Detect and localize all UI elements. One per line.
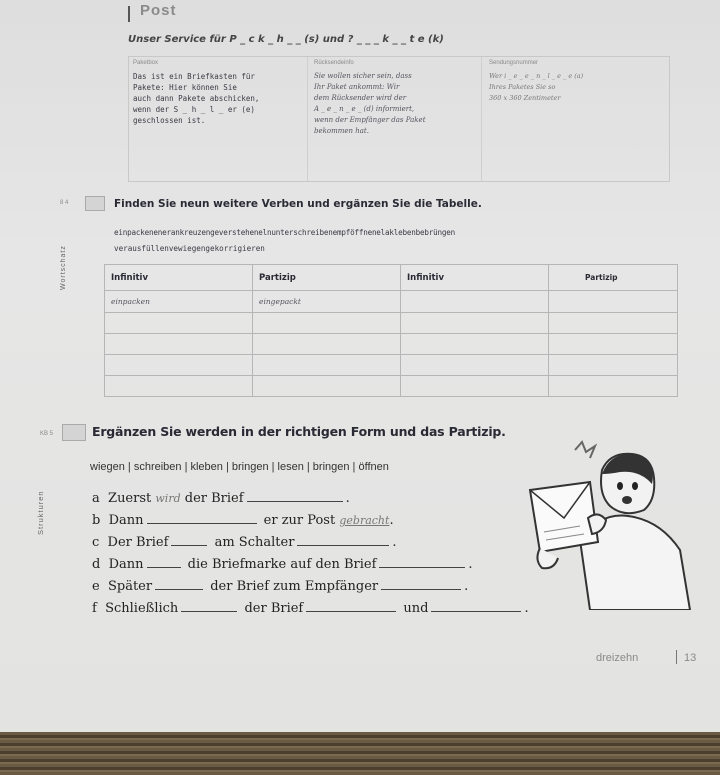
table-cell[interactable] <box>549 313 678 334</box>
table-cell[interactable] <box>549 355 678 376</box>
sentence-c: c Der Brief am Schalter . <box>92 535 397 550</box>
ex5-wordbox: wiegen | schreiben | kleben | bringen | lesen | bringen | öffnen <box>90 461 389 473</box>
sentence-f: f Schließlich der Brief und . <box>92 601 529 616</box>
table-cell[interactable] <box>401 334 549 355</box>
person-reading-letter-illustration <box>520 440 710 610</box>
col2-text: Sie wollen sicher sein, dass Ihr Paket ankommt: Wir dem Rücksender wird der A _ e _ n _ e _ (d) informiert, wenn der Empfänger das Paket bekommen hat. <box>314 72 426 135</box>
ex5-checkbox <box>62 424 86 441</box>
answer-blank[interactable] <box>297 544 389 546</box>
answer-blank[interactable] <box>147 566 181 568</box>
table-row <box>105 334 678 355</box>
table-row <box>105 355 678 376</box>
table-cell[interactable] <box>549 376 678 397</box>
answer-blank[interactable] <box>155 588 203 590</box>
ex5-side-label: Strukturen <box>36 490 45 535</box>
col1-head: Paketbox <box>133 60 159 66</box>
table-cell[interactable]: einpacken <box>105 291 253 313</box>
col2-head: Rücksendeinfo <box>314 60 354 66</box>
page-title: Post <box>140 2 177 19</box>
ex4-table <box>104 264 678 397</box>
header-partizip-2: Partizip <box>549 265 678 291</box>
ex5-number: KB 5 <box>40 431 54 437</box>
table-cell[interactable] <box>401 355 549 376</box>
header-infinitiv-1: Infinitiv <box>105 265 253 291</box>
ex4-number: 8 4 <box>60 200 69 206</box>
col-divider <box>307 57 308 181</box>
col1-text: Das ist ein Briefkasten für Pakete: Hier können Sie auch dann Pakete abschicken, wenn der S _ h _ l _ er (e) geschlossen ist. <box>133 72 260 125</box>
page-word: dreizehn <box>596 652 639 664</box>
answer-handwritten: gebracht <box>339 514 390 527</box>
ex4-side-label: Wortschatz <box>60 245 67 290</box>
surprise-mark-icon <box>575 442 595 458</box>
page-number: 13 <box>684 652 697 664</box>
table-cell[interactable] <box>253 376 401 397</box>
col-divider <box>481 57 482 181</box>
header-infinitiv-2: Infinitiv <box>401 265 549 291</box>
top-headline: Unser Service für P _ c k _ h _ _ (s) und ? _ _ _ k _ _ t e (k) <box>128 34 444 45</box>
page-divider <box>128 6 130 22</box>
ex4-checkbox <box>85 196 105 211</box>
sentence-e: e Später der Brief zum Empfänger . <box>92 579 469 594</box>
answer-blank[interactable] <box>181 610 237 612</box>
answer-blank[interactable] <box>379 566 465 568</box>
table-cell[interactable]: eingepackt <box>253 291 401 313</box>
table-cell[interactable] <box>401 291 549 313</box>
service-box <box>128 56 670 182</box>
ex5-heading: Ergänzen Sie werden in der richtigen Form und das Partizip. <box>92 424 506 439</box>
answer-blank[interactable] <box>147 522 257 524</box>
table-cell[interactable] <box>401 376 549 397</box>
header-partizip-1: Partizip <box>253 265 401 291</box>
table-cell[interactable] <box>549 291 678 313</box>
table-row <box>105 291 678 313</box>
sentence-d: d Dann die Briefmarke auf den Brief . <box>92 557 473 572</box>
table-cell[interactable] <box>105 376 253 397</box>
ex4-heading: Finden Sie neun weitere Verben und ergänzen Sie die Tabelle. <box>114 198 482 210</box>
footer-divider <box>676 650 677 664</box>
answer-blank[interactable] <box>171 544 207 546</box>
table-cell[interactable] <box>105 313 253 334</box>
col3-head: Sendungsnummer <box>489 60 539 66</box>
table-header-row <box>105 265 678 291</box>
table-cell[interactable] <box>401 313 549 334</box>
table-cell[interactable] <box>253 334 401 355</box>
answer-blank[interactable] <box>431 610 521 612</box>
table-cell[interactable] <box>253 355 401 376</box>
sentence-a: a Zuerst wird der Brief . <box>92 491 350 506</box>
col3-text: Wer i _ e _ e _ n _ l _ e _ e (a) Ihres Paketes Sie so 360 x 360 Zentimeter <box>489 72 584 102</box>
table-cell[interactable] <box>549 334 678 355</box>
answer-handwritten: wird <box>155 492 181 505</box>
answer-blank[interactable] <box>247 500 343 502</box>
table-row <box>105 313 678 334</box>
ex4-wordsnake-1: einpackenenerankreuzengeverstehenelnunterschreibenempföffnenelaklebenbebrüngen <box>114 228 456 237</box>
desk-background <box>0 732 720 775</box>
table-cell[interactable] <box>105 355 253 376</box>
ex4-wordsnake-2: verausfüllenvewiegengekorrigieren <box>114 244 265 253</box>
table-cell[interactable] <box>105 334 253 355</box>
sentence-b: b Dann er zur Post gebracht. <box>92 513 394 528</box>
answer-blank[interactable] <box>381 588 461 590</box>
table-row <box>105 376 678 397</box>
ex5-sentences <box>92 488 529 620</box>
answer-blank[interactable] <box>306 610 396 612</box>
table-cell[interactable] <box>253 313 401 334</box>
